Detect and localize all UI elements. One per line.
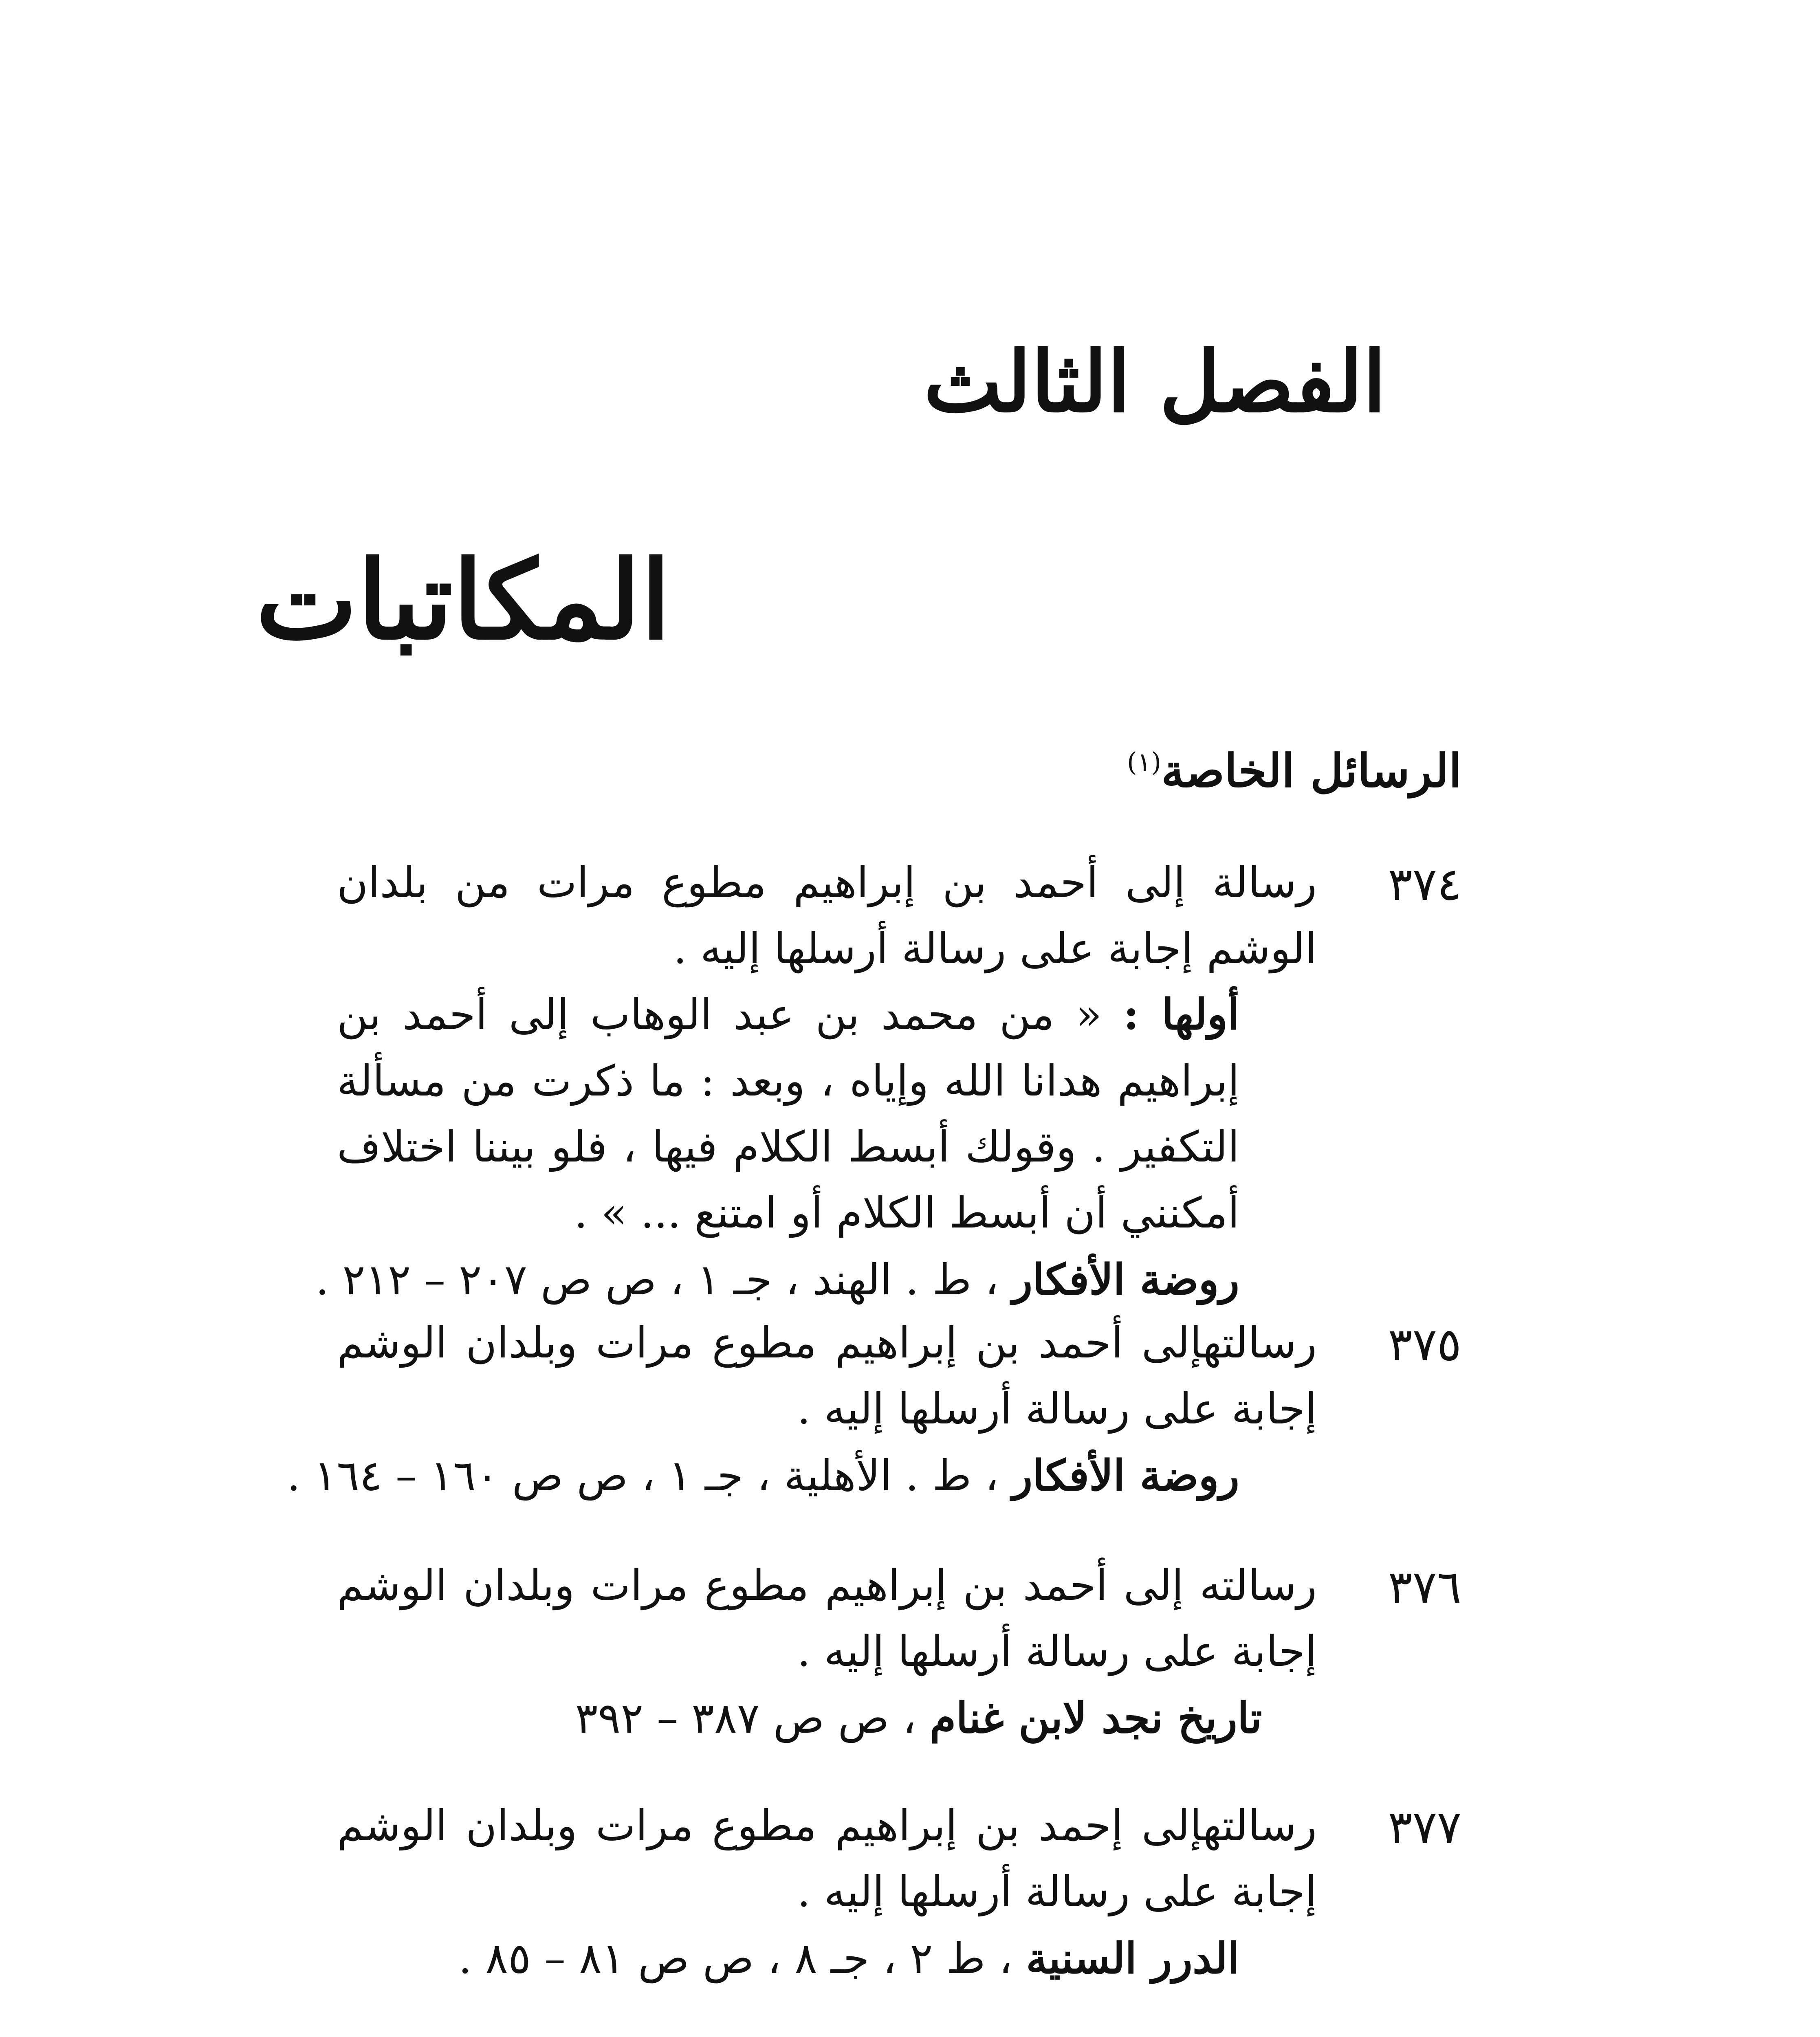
entry-number: ٣٧٧ <box>1388 1801 1461 1854</box>
entry-body <box>337 1552 1317 1752</box>
source-title: تاريخ نجد لابن غنام <box>930 1693 1262 1743</box>
source-details: ، ص ص ٣٨٧ – ٣٩٢ <box>575 1693 916 1743</box>
entry-description: رسالتهإلى أحمد بن إبراهيم مطوع مرات وبلدان الوشم إجابة على رسالة أرسلها إليه . <box>337 1318 1317 1434</box>
entry-source <box>337 1684 1317 1752</box>
entry-body <box>337 1793 1317 1993</box>
entry-source <box>315 1246 1317 1313</box>
source-title: روضة الأفكار <box>1012 1450 1239 1501</box>
source-details: ، ط ٢ ، جـ ٨ ، ص ص ٨١ – ٨٥ . <box>458 1934 1013 1984</box>
subheading-text: الرسائل الخاصة <box>1161 744 1461 798</box>
entry-number: ٣٧٤ <box>1388 858 1461 911</box>
quote-lead: أولها : <box>1123 989 1240 1040</box>
entry-description: رسالة إلى أحمد بن إبراهيم مطوع مرات من بلدان الوشم إجابة على رسالة أرسلها إليه . <box>337 858 1317 974</box>
subheading <box>1127 741 1461 801</box>
entry-source <box>287 1442 1317 1509</box>
entry-quote <box>337 981 1317 1246</box>
chapter-heading: الفصل الثالث <box>923 333 1386 431</box>
entry-description: رسالته إلى أحمد بن إبراهيم مطوع مرات وبلدان الوشم إجابة على رسالة أرسلها إليه . <box>337 1560 1317 1676</box>
footnote-mark: (١) <box>1127 747 1162 778</box>
source-details: ، ط . الأهلية ، جـ ١ ، ص ص ١٦٠ – ١٦٤ . <box>287 1451 999 1501</box>
entry-number: ٣٧٥ <box>1388 1318 1461 1371</box>
entry-source <box>337 1925 1317 1992</box>
entry-number: ٣٧٦ <box>1388 1561 1461 1614</box>
section-title: المكاتبات <box>255 537 671 664</box>
entry-body <box>287 1310 1317 1510</box>
entry-body <box>315 849 1317 1314</box>
source-details: ، ط . الهند ، جـ ١ ، ص ص ٢٠٧ – ٢١٢ . <box>315 1255 999 1305</box>
source-title: روضة الأفكار <box>1012 1254 1239 1305</box>
quote-text: « من محمد بن عبد الوهاب إلى أحمد بن إبراهيم هدانا الله وإياه ، وبعد : ما ذكرت من مسألة التكفير . وقولك أبسط الكلام فيها ، فلو بيننا اختلاف أمكنني أن أبسط الكلام أو امتنع ... » . <box>337 990 1239 1238</box>
source-title: الدرر السنية <box>1026 1933 1239 1984</box>
entry-description: رسالتهإلى إحمد بن إبراهيم مطوع مرات وبلدان الوشم إجابة على رسالة أرسلها إليه . <box>337 1801 1317 1917</box>
